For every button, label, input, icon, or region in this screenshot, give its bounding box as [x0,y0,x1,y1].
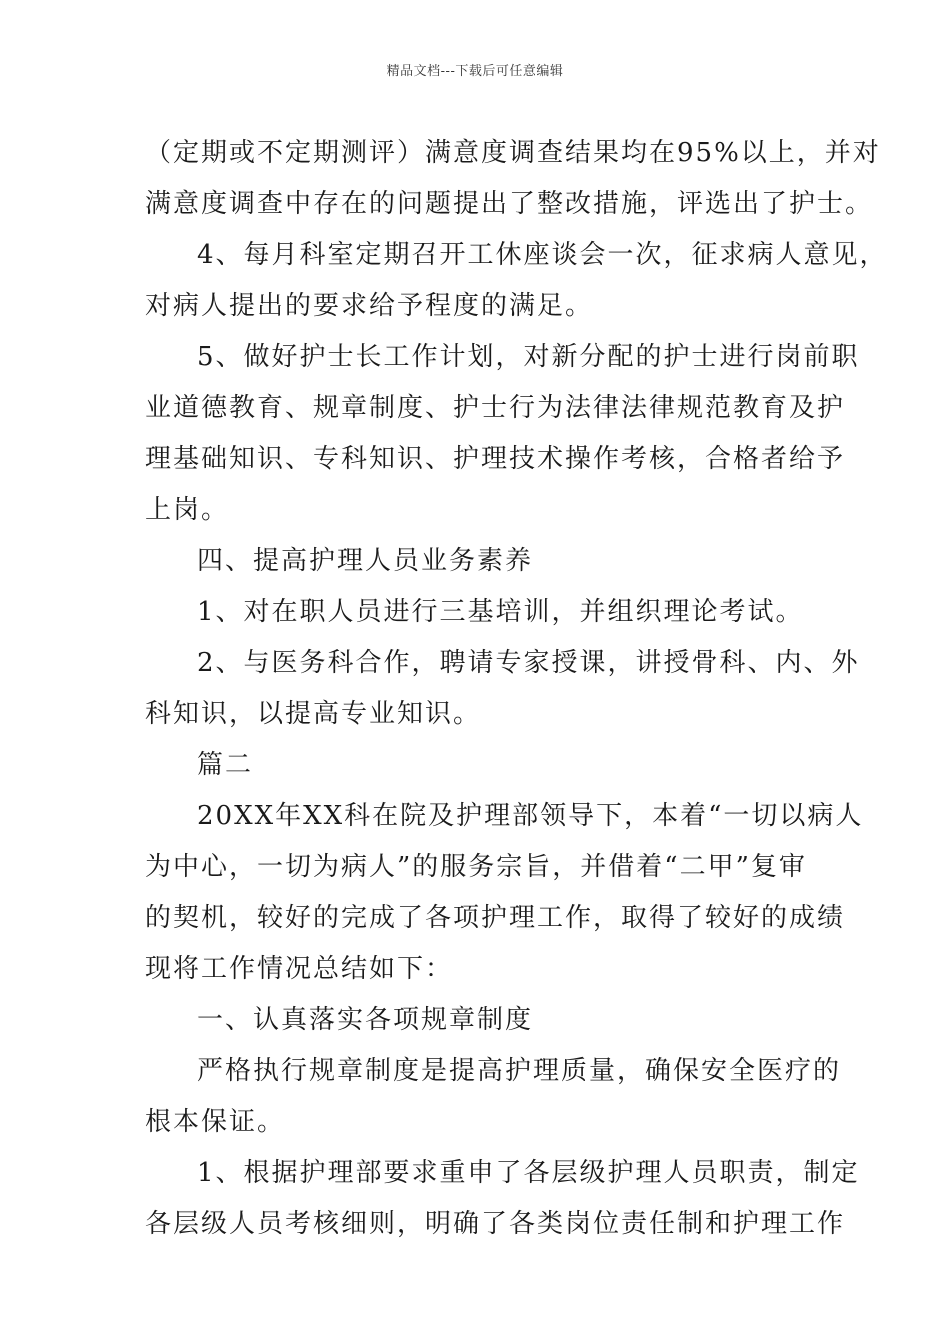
text-line: 20XX年XX科在院及护理部领导下，本着“一切以病人 [197,801,864,831]
text-line: 为中心，一切为病人”的服务宗旨，并借着“二甲”复审 [145,852,807,882]
text-line: 5、做好护士长工作计划，对新分配的护士进行岗前职 [197,342,860,372]
text-line: 上岗。 [145,495,230,525]
text-line: 业道德教育、规章制度、护士行为法律法律规范教育及护 [145,393,846,423]
text-line: 各层级人员考核细则，明确了各类岗位责任制和护理工作 [145,1209,846,1239]
text-line: 篇二 [197,750,254,780]
document-body [145,128,888,1250]
text-line: 的契机，较好的完成了各项护理工作，取得了较好的成绩 [145,903,846,933]
text-line: 1、根据护理部要求重申了各层级护理人员职责，制定 [197,1158,860,1188]
text-line: 根本保证。 [145,1107,286,1137]
text-line: （定期或不定期测评）满意度调查结果均在95%以上，并对 [145,138,881,168]
page-header: 精品文档---下载后可任意编辑 [386,64,564,79]
text-line: 理基础知识、专科知识、护理技术操作考核，合格者给予 [145,444,846,474]
text-line: 一、认真落实各项规章制度 [197,1005,534,1035]
text-line: 满意度调查中存在的问题提出了整改措施，评选出了护士。 [145,189,874,219]
text-line: 2、与医务科合作，聘请专家授课，讲授骨科、内、外 [197,648,860,678]
text-line: 4、每月科室定期召开工休座谈会一次，征求病人意见， [197,240,888,270]
text-line: 四、提高护理人员业务素养 [197,546,534,576]
text-line: 科知识，以提高专业知识。 [145,699,482,729]
text-line: 现将工作情况总结如下： [145,954,454,984]
text-line: 严格执行规章制度是提高护理质量，确保安全医疗的 [197,1056,842,1086]
text-line: 对病人提出的要求给予程度的满足。 [145,291,594,321]
text-line: 1、对在职人员进行三基培训，并组织理论考试。 [197,597,804,627]
